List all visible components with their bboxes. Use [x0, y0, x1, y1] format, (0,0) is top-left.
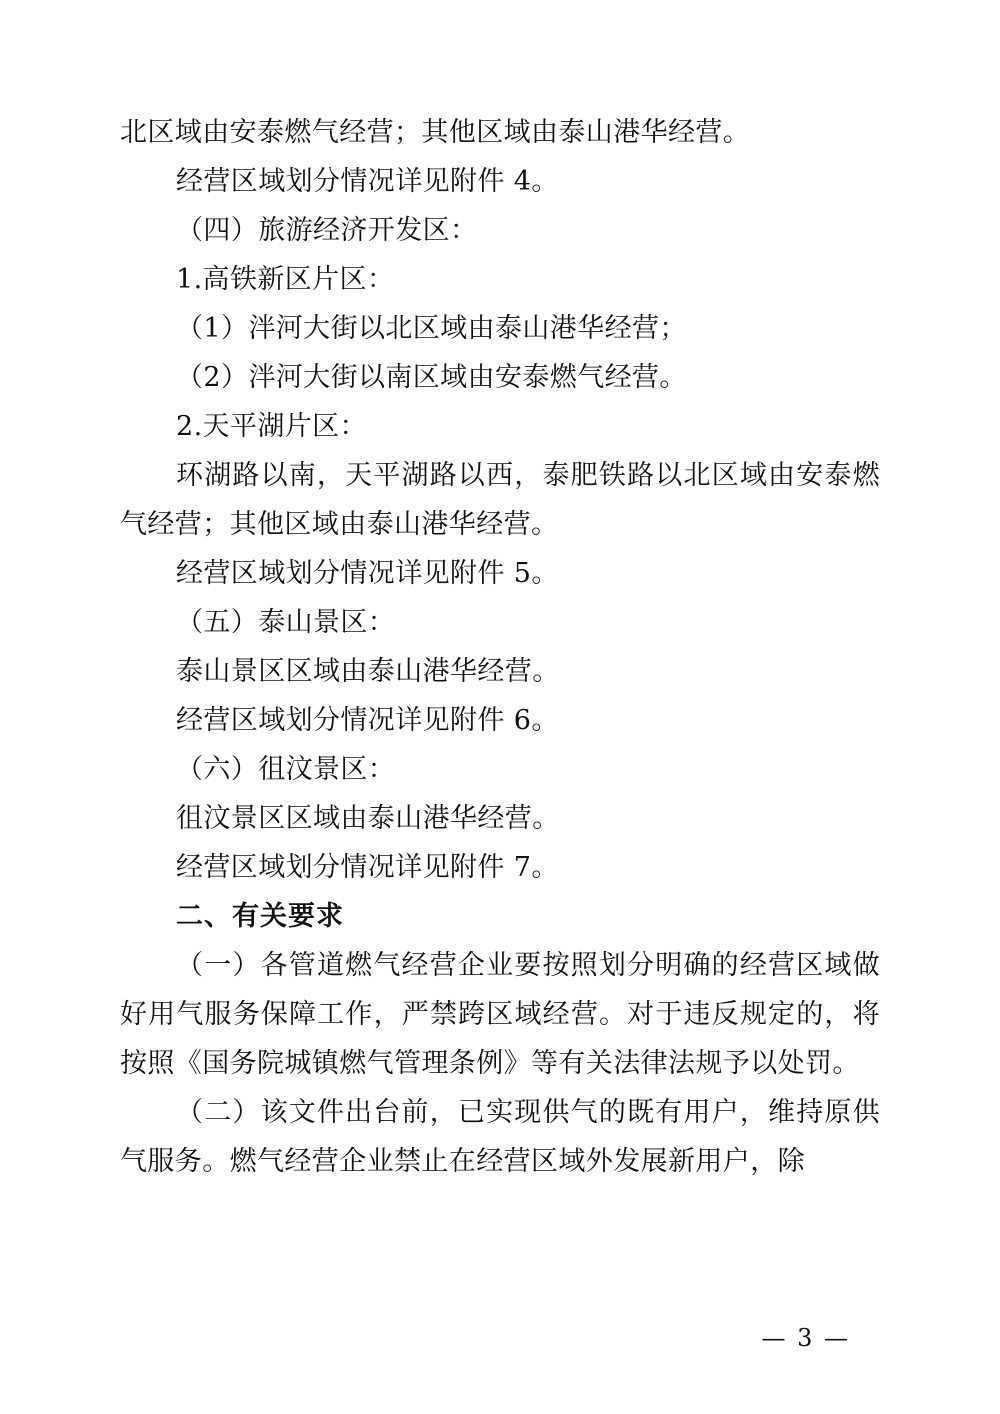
- document-body: [120, 108, 880, 1186]
- paragraph: （六）徂汶景区：: [176, 754, 396, 785]
- paragraph: 徂汶景区区域由泰山港华经营。: [176, 803, 560, 834]
- paragraph: （五）泰山景区：: [176, 607, 396, 638]
- paragraph: （一）各管道燃气经营企业要按照划分明确的经营区域做好用气服务保障工作，严禁跨区域经营。对于违反规定的，将按照《国务院城镇燃气管理条例》等有关法律法规予以处罚。: [120, 950, 880, 1079]
- paragraph: 1.高铁新区片区：: [176, 264, 395, 295]
- page-number: — 3 —: [761, 1324, 850, 1352]
- paragraph: 北区域由安泰燃气经营；其他区域由泰山港华经营。: [120, 117, 751, 148]
- paragraph: 环湖路以南，天平湖路以西，泰肥铁路以北区域由安泰燃气经营；其他区域由泰山港华经营。: [120, 460, 880, 540]
- paragraph: 泰山景区区域由泰山港华经营。: [176, 656, 560, 687]
- paragraph: （1）泮河大街以北区域由泰山港华经营；: [176, 313, 687, 344]
- section-heading: 二、有关要求: [176, 901, 344, 932]
- paragraph: （二）该文件出台前，已实现供气的既有用户，维持原供气服务。燃气经营企业禁止在经营区域外发展新用户，除: [120, 1097, 880, 1177]
- paragraph: 2.天平湖片区：: [176, 411, 367, 442]
- paragraph: 经营区域划分情况详见附件 6。: [176, 705, 559, 736]
- paragraph: （四）旅游经济开发区：: [176, 215, 478, 246]
- paragraph: 经营区域划分情况详见附件 4。: [176, 166, 559, 197]
- paragraph: 经营区域划分情况详见附件 7。: [176, 852, 559, 883]
- paragraph: （2）泮河大街以南区域由安泰燃气经营。: [176, 362, 687, 393]
- paragraph: 经营区域划分情况详见附件 5。: [176, 558, 559, 589]
